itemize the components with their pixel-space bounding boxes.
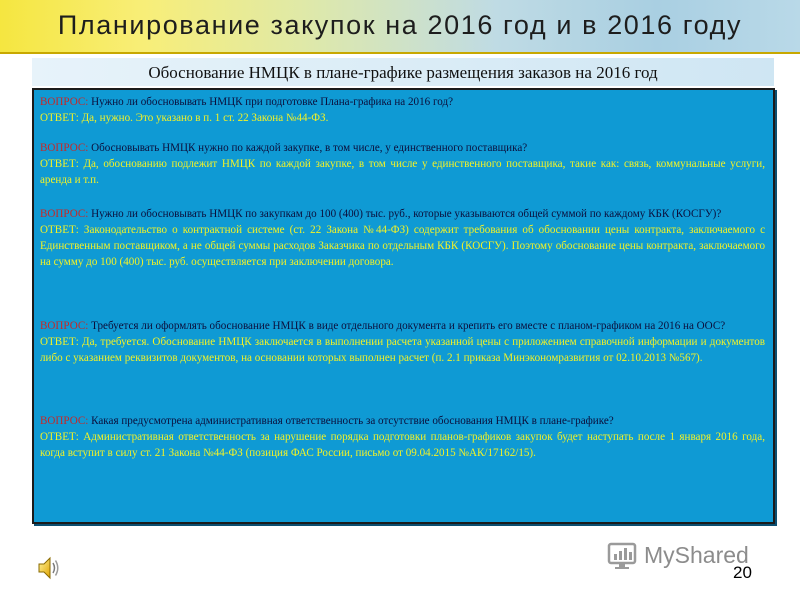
myshared-logo-icon — [606, 540, 640, 570]
slide-title: Планирование закупок на 2016 год и в 2016 году — [57, 10, 743, 40]
answer: ОТВЕТ: Да, требуется. Обоснование НМЦК заключается в выполнении расчета указанной цены с приложением справочной информации и документов либо с указанием реквизитов документов, на основании которых выполнен расчет (п. 2.1 приказа Минэкономразвития от 02.10.2013 №567). — [40, 336, 765, 364]
answer: ОТВЕТ: Да, обоснованию подлежит НМЦК по каждой закупке, в том числе у единственного поставщика, такие как: связь, коммунальные услуги, аренда и т.п. — [40, 158, 765, 186]
question-label: ВОПРОС: — [40, 415, 89, 427]
question — [40, 206, 765, 222]
question — [40, 318, 765, 334]
answer: ОТВЕТ: Административная ответственность за нарушение порядка подготовки планов-графиков закупок будет наступать после 1 января 2016 года, когда вступит в силу ст. 21 Закона №44-ФЗ (позиция ФАС России, письмо от 09.04.2015 №АК/17162/15). — [40, 431, 765, 459]
answer: ОТВЕТ: Законодательство о контрактной системе (ст. 22 Закона №44-ФЗ) содержит требования об обосновании цены контракта, заключаемого с Единственным поставщиком, а не общей суммы расходов Заказчика по отдельным КБК (КОСГУ). Поэтому обоснование цены контракта, заключаемого на сумму до 100 (400) тыс. руб. осуществляется при заключении договора. — [40, 224, 765, 268]
logo-text-shared: Shared — [674, 542, 749, 568]
answer: ОТВЕТ: Да, нужно. Это указано в п. 1 ст. 22 Закона №44-ФЗ. — [40, 112, 329, 124]
question — [40, 140, 765, 156]
question-text: Обосновывать НМЦК нужно по каждой закупке, в том числе, у единственного поставщика? — [88, 142, 528, 154]
question-label: ВОПРОС: — [40, 142, 89, 154]
qa-item — [40, 94, 765, 126]
page-number: 20 — [733, 563, 752, 582]
question-text: Какая предусмотрена административная ответственность за отсутствие обоснования НМЦК в плане-графике? — [88, 415, 614, 427]
question-label: ВОПРОС: — [40, 208, 89, 220]
question-label: ВОПРОС: — [40, 320, 89, 332]
title-underline — [0, 52, 800, 54]
speaker-icon[interactable] — [37, 555, 61, 581]
qa-item — [40, 206, 765, 270]
logo-text-my: My — [644, 542, 675, 568]
question-text: Нужно ли обосновывать НМЦК при подготовке Плана-графика на 2016 год? — [88, 96, 454, 108]
question — [40, 413, 765, 429]
question — [40, 94, 765, 110]
question-text: Требуется ли оформлять обоснование НМЦК в виде отдельного документа и крепить его вместе с планом-графиком на 2016 на ООС? — [88, 320, 726, 332]
qa-item — [40, 318, 765, 366]
slide-subtitle: Обоснование НМЦК в плане-графике размещения заказов на 2016 год — [148, 63, 658, 82]
qa-item — [40, 140, 765, 188]
question-label: ВОПРОС: — [40, 96, 89, 108]
qa-item — [40, 413, 765, 461]
question-text: Нужно ли обосновывать НМЦК по закупкам до 100 (400) тыс. руб., которые указываются общей суммой по каждому КБК (КОСГУ)? — [88, 208, 722, 220]
